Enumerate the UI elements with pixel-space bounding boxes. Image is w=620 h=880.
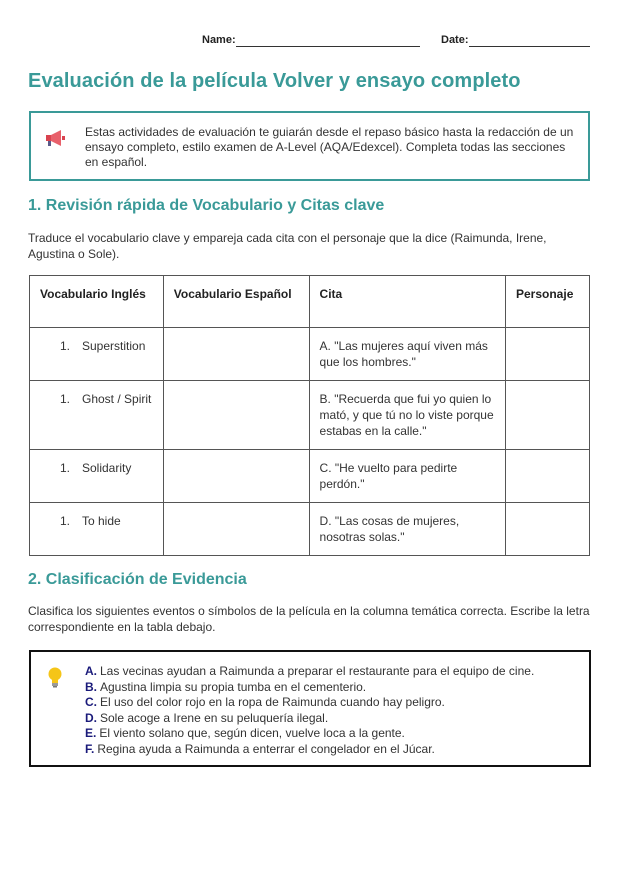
character-cell[interactable] xyxy=(506,328,590,381)
item-text: Las vecinas ayudan a Raimunda a preparar el restaurante para el equipo de cine. xyxy=(100,664,535,678)
table-row xyxy=(30,381,590,450)
table-row xyxy=(30,450,590,503)
item-letter: B. xyxy=(85,679,97,694)
section2-instructions: Clasifica los siguientes eventos o símbolos de la película en la columna temática correcta. Escribe la letra correspondiente en la tabla debajo. xyxy=(28,604,590,634)
quote-cell: D. "Las cosas de mujeres, nosotras solas." xyxy=(309,503,505,556)
section2-heading: 2. Clasificación de Evidencia xyxy=(28,571,247,588)
section1-heading: 1. Revisión rápida de Vocabulario y Citas clave xyxy=(28,197,385,214)
intro-box xyxy=(29,111,590,181)
row-number: 1. xyxy=(60,339,71,353)
item-text: Regina ayuda a Raimunda a enterrar el congelador en el Júcar. xyxy=(97,741,435,756)
lightbulb-icon xyxy=(47,666,63,688)
spanish-cell[interactable] xyxy=(163,503,309,556)
english-word: Solidarity xyxy=(82,461,132,475)
table-row xyxy=(30,328,590,381)
spanish-cell[interactable] xyxy=(163,381,309,450)
item-letter: D. xyxy=(85,710,97,725)
character-cell[interactable] xyxy=(506,381,590,450)
table-row xyxy=(30,503,590,556)
table-header-row xyxy=(30,276,590,328)
name-line[interactable] xyxy=(236,46,420,47)
spanish-cell[interactable] xyxy=(163,450,309,503)
list-item xyxy=(85,680,580,696)
english-word: Superstition xyxy=(82,339,146,353)
character-cell[interactable] xyxy=(506,450,590,503)
spanish-cell[interactable] xyxy=(163,328,309,381)
row-number: 1. xyxy=(60,392,71,406)
list-item xyxy=(85,664,580,680)
column-header: Cita xyxy=(309,276,505,328)
item-letter: F. xyxy=(85,741,95,756)
date-line[interactable] xyxy=(469,46,590,47)
item-text: Sole acoge a Irene en su peluquería ilegal. xyxy=(100,710,329,725)
english-cell xyxy=(30,328,164,381)
evidence-list xyxy=(85,664,580,757)
item-text: Agustina limpia su propia tumba en el cementerio. xyxy=(100,679,367,694)
english-word: To hide xyxy=(82,514,121,528)
page-title: Evaluación de la película Volver y ensayo completo xyxy=(28,70,521,92)
column-header: Personaje xyxy=(506,276,590,328)
row-number: 1. xyxy=(60,514,71,528)
english-word: Ghost / Spirit xyxy=(82,392,152,406)
item-letter: C. xyxy=(85,695,97,709)
list-item xyxy=(85,711,580,727)
quote-cell: A. "Las mujeres aquí viven más que los hombres." xyxy=(309,328,505,381)
list-item xyxy=(85,742,580,758)
date-label: Date: xyxy=(441,34,469,46)
section1-instructions: Traduce el vocabulario clave y empareja cada cita con el personaje que la dice (Raimunda, Irene, Agustina o Sole). xyxy=(28,231,547,261)
vocab-table xyxy=(29,275,590,556)
quote-cell: C. "He vuelto para pedirte perdón." xyxy=(309,450,505,503)
english-cell xyxy=(30,381,164,450)
row-number: 1. xyxy=(60,461,71,475)
column-header: Vocabulario Español xyxy=(163,276,309,328)
column-header: Vocabulario Inglés xyxy=(30,276,164,328)
megaphone-icon xyxy=(45,129,67,147)
item-letter: A. xyxy=(85,664,97,678)
item-text: El uso del color rojo en la ropa de Raimunda cuando hay peligro. xyxy=(100,695,445,709)
evidence-box xyxy=(29,650,591,767)
english-cell xyxy=(30,450,164,503)
item-text: El viento solano que, según dicen, vuelve loca a la gente. xyxy=(99,726,405,740)
character-cell[interactable] xyxy=(506,503,590,556)
item-letter: E. xyxy=(85,726,97,740)
intro-text: Estas actividades de evaluación te guiarán desde el repaso básico hasta la redacción de un ensayo completo, estilo examen de A-Level (AQA/Edexcel). Completa todas las secciones en español. xyxy=(85,125,574,169)
list-item xyxy=(85,726,580,742)
list-item xyxy=(85,695,580,711)
english-cell xyxy=(30,503,164,556)
name-label: Name: xyxy=(202,34,236,46)
quote-cell: B. "Recuerda que fui yo quien lo mató, y que tú no lo viste porque estabas en la calle." xyxy=(309,381,505,450)
